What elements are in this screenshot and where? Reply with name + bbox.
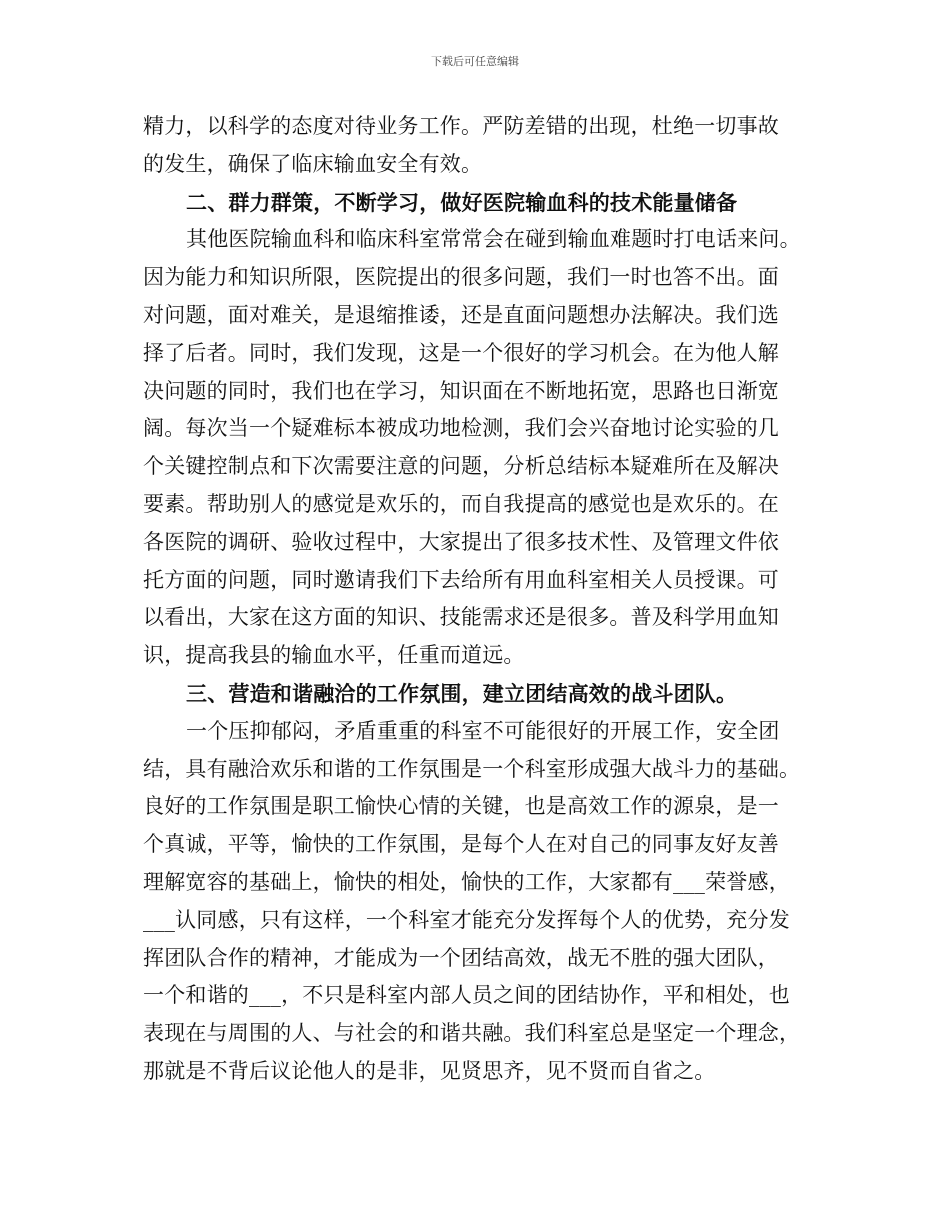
text-line: 阔。每次当一个疑难标本被成功地检测，我们会兴奋地讨论实验的几	[143, 416, 779, 441]
text-line: 识，提高我县的输血水平，任重而道远。	[143, 643, 525, 668]
text-line: 那就是不背后议论他人的是非，见贤思齐，见不贤而自省之。	[143, 1058, 716, 1083]
text-line: 一个压抑郁闷，矛盾重重的科室不可能很好的开展工作，安全团	[186, 718, 780, 743]
section-heading: 三、营造和谐融洽的工作氛围，建立团结高效的战斗团队。	[186, 680, 738, 706]
text-line: 一个和谐的___，不只是科室内部人员之间的团结协作，平和相处，也	[143, 983, 790, 1008]
text-line: 其他医院输血科和临床科室常常会在碰到输血难题时打电话来问。	[186, 227, 801, 252]
section-heading: 二、群力群策，不断学习，做好医院输血科的技术能量储备	[186, 189, 738, 215]
page-header: 下载后可任意编辑	[431, 55, 519, 68]
document-body	[143, 108, 831, 1091]
text-line: 决问题的同时，我们也在学习，知识面在不断地拓宽，思路也日渐宽	[143, 378, 779, 403]
text-line: 的发生，确保了临床输血安全有效。	[143, 151, 483, 176]
text-line: 要素。帮助别人的感觉是欢乐的，而自我提高的感觉也是欢乐的。在	[143, 491, 779, 516]
text-line: 良好的工作氛围是职工愉快心情的关键，也是高效工作的源泉，是一	[143, 794, 779, 819]
text-line: 精力，以科学的态度对待业务工作。严防差错的出现，杜绝一切事故	[143, 114, 779, 138]
text-line: 挥团队合作的精神，才能成为一个团结高效，战无不胜的强大团队，	[143, 945, 779, 970]
text-line: ___认同感，只有这样，一个科室才能充分发挥每个人的优势，充分发	[143, 907, 790, 932]
text-line: 对问题，面对难关，是退缩推诿，还是直面问题想办法解决。我们选	[143, 302, 779, 327]
text-line: 以看出，大家在这方面的知识、技能需求还是很多。普及科学用血知	[143, 605, 779, 630]
text-line: 表现在与周围的人、与社会的和谐共融。我们科室总是坚定一个理念，	[143, 1021, 801, 1046]
text-line: 托方面的问题，同时邀请我们下去给所有用血科室相关人员授课。可	[143, 567, 779, 592]
text-line: 个真诚，平等，愉快的工作氛围，是每个人在对自己的同事友好友善	[143, 832, 779, 857]
text-line: 结，具有融洽欢乐和谐的工作氛围是一个科室形成强大战斗力的基础。	[143, 756, 801, 781]
text-line: 理解宽容的基础上，愉快的相处，愉快的工作，大家都有___荣誉感，	[143, 869, 790, 894]
text-line: 因为能力和知识所限，医院提出的很多问题，我们一时也答不出。面	[143, 265, 779, 290]
text-line: 各医院的调研、验收过程中，大家提出了很多技术性、及管理文件依	[143, 529, 779, 554]
text-line: 择了后者。同时，我们发现，这是一个很好的学习机会。在为他人解	[143, 340, 779, 365]
text-line: 个关键控制点和下次需要注意的问题，分析总结标本疑难所在及解决	[143, 454, 779, 479]
